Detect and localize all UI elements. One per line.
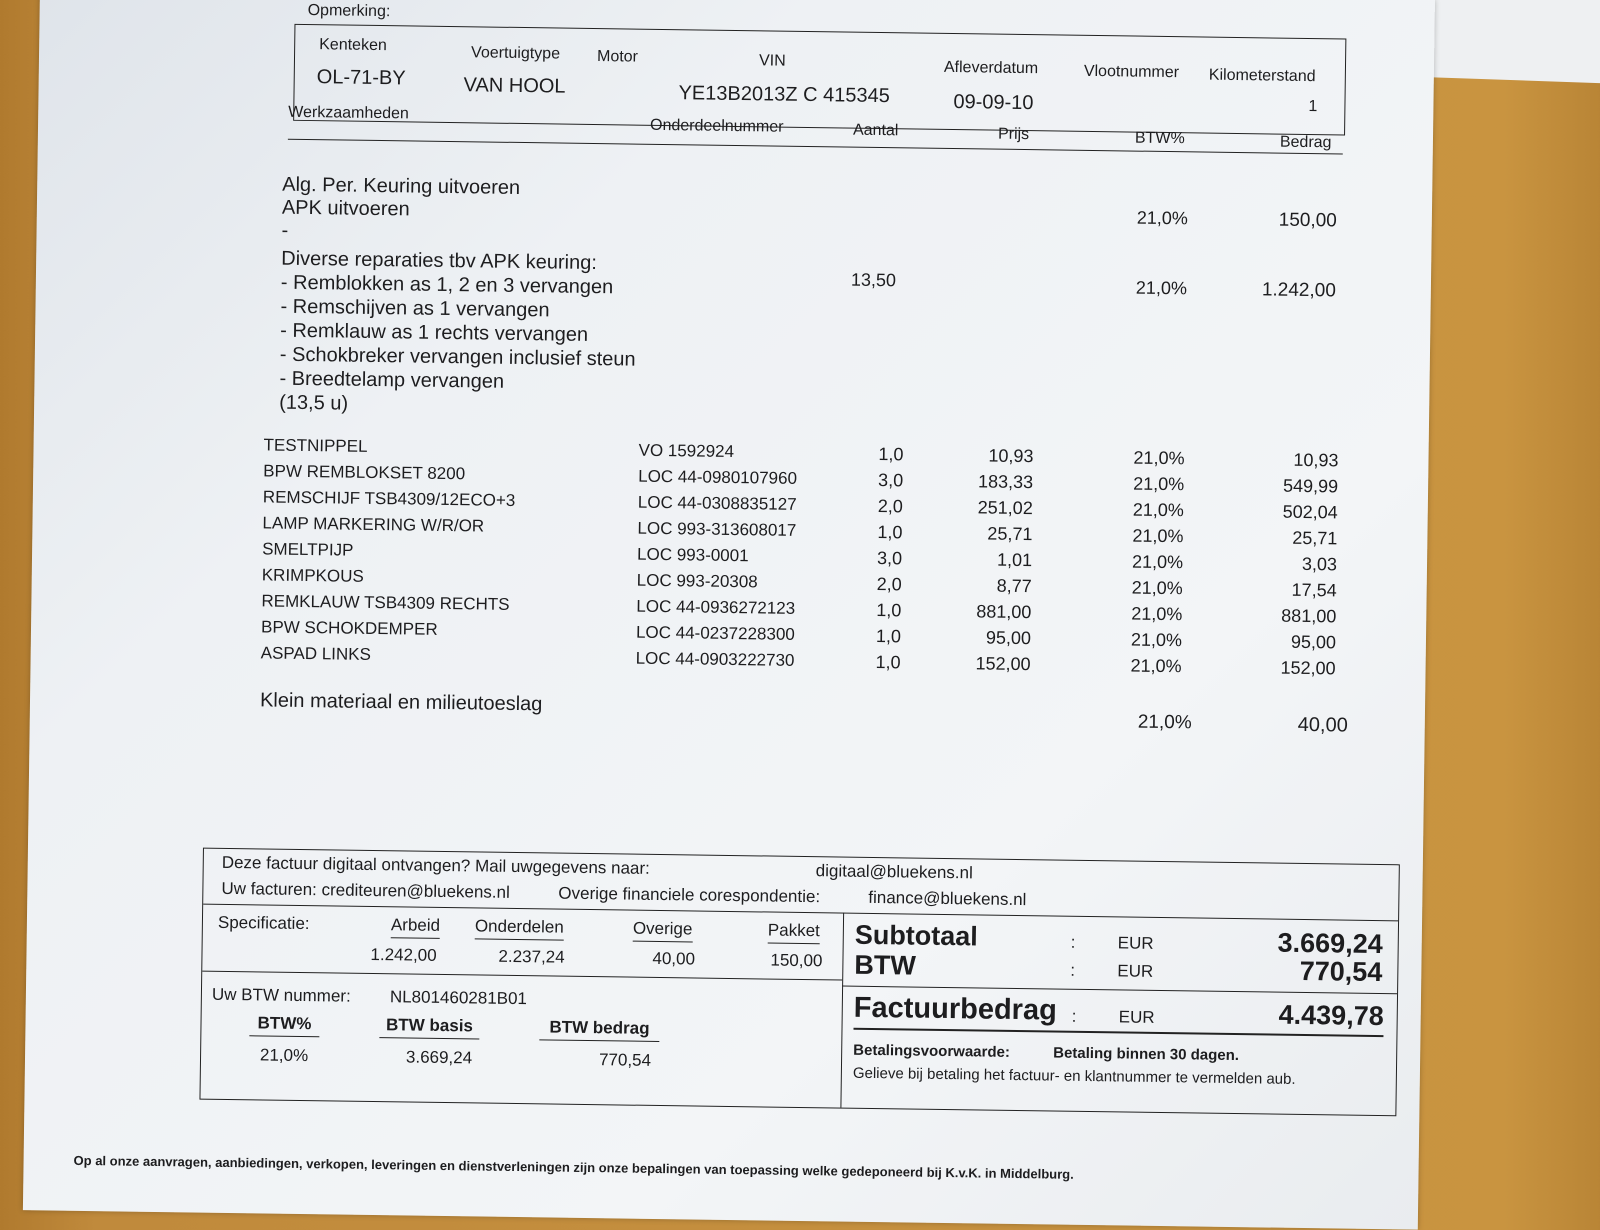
factuurbedrag-colon: : [1071,1006,1077,1026]
part-bedrag: 95,00 [1290,631,1337,653]
part-nr: LOC 993-20308 [636,570,758,592]
part-bedrag: 549,99 [1282,475,1339,497]
repairs-aantal: 13,50 [850,269,897,291]
footer-box [199,848,1399,1117]
part-desc: SMELTPIJP [262,539,354,560]
part-btw: 21,0% [1131,551,1184,573]
col-werkzaamheden: Werkzaamheden [288,103,410,123]
part-nr: LOC 44-0903222730 [635,648,795,670]
part-desc: ASPAD LINKS [260,643,372,664]
btw-nummer-value: NL801460281B01 [389,987,528,1009]
repairs-line: - Schokbreker vervangen inclusief steun [279,343,636,371]
factuurbedrag-currency: EUR [1118,1007,1155,1027]
part-btw: 21,0% [1131,603,1183,625]
invoice-page [23,0,1435,1230]
part-aantal: 1,0 [877,522,903,543]
part-desc: KRIMPKOUS [261,565,364,586]
part-btw: 21,0% [1132,499,1184,521]
btw-table-value: 770,54 [598,1050,652,1070]
col-btw: BTW% [1134,129,1185,148]
btw-table-value: 3.669,24 [405,1047,473,1068]
part-nr: VO 1592924 [638,440,735,461]
btw-label: BTW [854,949,917,981]
repairs-bedrag: 1.242,00 [1261,279,1337,302]
subtotaal-currency: EUR [1117,933,1154,953]
part-bedrag: 881,00 [1281,605,1337,627]
kilometerstand-value: 1 [1308,97,1318,116]
col-onderdeelnummer: Onderdeelnummer [649,116,784,136]
subtotaal-label: Subtotaal [854,919,979,952]
part-bedrag: 3,03 [1301,553,1338,575]
part-btw: 21,0% [1132,525,1184,547]
btw-colon: : [1070,960,1076,980]
finance-email[interactable]: finance@bluekens.nl [868,887,1027,910]
part-aantal: 1,0 [876,599,902,621]
part-bedrag: 152,00 [1280,657,1336,679]
spec-arbeid-label: Arbeid [391,915,440,939]
part-desc: LAMP MARKERING W/R/OR [262,513,485,536]
btw-value: 770,54 [1299,955,1383,988]
col-prijs: Prijs [997,125,1030,144]
part-prijs: 183,33 [977,471,1034,493]
spec-overige-value: 40,00 [652,948,696,969]
kenteken-value: OL-71-BY [316,66,406,90]
btw-table-header: BTW basis [379,1015,479,1039]
part-prijs: 1,01 [996,549,1033,571]
part-desc: BPW REMBLOKSET 8200 [263,461,466,484]
part-nr: LOC 44-0237228300 [635,622,795,644]
repairs-line: (13,5 u) [279,391,349,415]
spec-pakket-value: 150,00 [770,950,823,971]
overige-text: Overige financiele corespondentie: [558,883,821,907]
part-prijs: 251,02 [977,497,1033,519]
apk-line: APK uitvoeren [281,196,410,221]
factuurbedrag-label: Factuurbedrag [853,991,1058,1027]
apk-line: - [281,219,289,242]
part-aantal: 2,0 [876,574,902,595]
betaling-text: Betaling binnen 30 dagen. [1053,1044,1240,1065]
part-prijs: 152,00 [975,653,1031,675]
gelieve-text: Gelieve bij betaling het factuur- en klantnummer te vermelden aub. [852,1064,1296,1088]
afleverdatum-value: 09-09-10 [953,91,1034,115]
repairs-btw: 21,0% [1135,277,1188,299]
apk-bedrag: 150,00 [1278,209,1337,232]
btw-nummer-label: Uw BTW nummer: [211,984,351,1006]
part-desc: BPW SCHOKDEMPER [260,617,438,639]
part-prijs: 95,00 [985,627,1032,649]
vehicle-header-box [293,24,1346,136]
afleverdatum-label: Afleverdatum [943,58,1039,78]
part-nr: LOC 44-0980107960 [638,466,798,488]
vin-value: YE13B2013Z C 415345 [678,82,890,108]
voertuigtype-label: Voertuigtype [470,44,561,63]
part-aantal: 3,0 [878,470,904,491]
part-bedrag: 10,93 [1293,449,1339,471]
btw-table-header: BTW bedrag [539,1017,659,1042]
subtotaal-value: 3.669,24 [1277,927,1383,960]
opmerking-label: Opmerking: [307,2,391,21]
part-aantal: 1,0 [875,625,902,647]
part-prijs: 8,77 [996,575,1032,597]
repairs-line: - Remschijven as 1 vervangen [280,295,550,322]
vlootnummer-label: Vlootnummer [1083,62,1180,82]
part-aantal: 2,0 [877,496,903,517]
col-aantal: Aantal [852,121,899,140]
spec-onderdelen-value: 2.237,24 [498,946,565,967]
kilometerstand-label: Kilometerstand [1208,66,1316,86]
part-nr: LOC 44-0308835127 [637,492,797,514]
part-aantal: 1,0 [875,651,901,673]
part-prijs: 10,93 [988,445,1034,467]
digitaal-text: Deze factuur digitaal ontvangen? Mail uwgegevens naar: [221,852,650,878]
digitaal-email[interactable]: digitaal@bluekens.nl [815,861,973,883]
btw-table-header: BTW% [249,1013,319,1037]
spec-overige-label: Overige [633,919,693,943]
spec-pakket-label: Pakket [768,921,820,945]
part-bedrag: 502,04 [1282,501,1338,523]
col-bedrag: Bedrag [1279,133,1332,152]
part-desc: REMKLAUW TSB4309 RECHTS [261,591,510,614]
repairs-description [279,247,637,420]
btw-currency: EUR [1117,961,1154,981]
repairs-line: - Remklauw as 1 rechts vervangen [280,319,589,346]
repairs-line: - Breedtelamp vervangen [279,367,505,393]
part-nr: LOC 993-0001 [636,544,749,566]
part-nr: LOC 993-313608017 [637,518,797,540]
part-prijs: 881,00 [976,601,1032,623]
part-desc: TESTNIPPEL [263,435,368,456]
betaling-label: Betalingsvoorwaarde: [853,1041,1011,1061]
part-btw: 21,0% [1130,655,1182,677]
facturen-text: Uw facturen: crediteuren@bluekens.nl [221,878,510,902]
apk-description [281,174,520,246]
apk-line: Alg. Per. Keuring uitvoeren [282,173,521,199]
factuurbedrag-value: 4.439,78 [1278,999,1384,1032]
part-bedrag: 17,54 [1291,579,1337,601]
part-aantal: 3,0 [876,548,903,569]
klein-desc: Klein materiaal en milieutoeslag [259,689,543,716]
voertuigtype-value: VAN HOOL [463,74,566,98]
subtotaal-colon: : [1070,932,1076,952]
spec-arbeid-value: 1.242,00 [370,944,437,965]
part-btw: 21,0% [1131,577,1183,599]
vin-label: VIN [758,52,786,70]
specificatie-label: Specificatie: [217,912,310,934]
repairs-line: - Remblokken as 1, 2 en 3 vervangen [280,271,614,299]
bottom-note: Op al onze aanvragen, aanbiedingen, verkopen, leveringen en dienstverleningen zijn onze bepalingen van toepassing welke gedeponeerd bij K.v.K. in Middelburg. [73,1152,1074,1182]
part-bedrag: 25,71 [1292,527,1338,549]
part-btw: 21,0% [1133,473,1185,495]
part-nr: LOC 44-0936272123 [636,596,796,618]
part-btw: 21,0% [1130,629,1183,651]
part-desc: REMSCHIJF TSB4309/12ECO+3 [262,487,516,510]
part-aantal: 1,0 [878,444,904,465]
motor-label: Motor [596,48,639,66]
klein-btw: 21,0% [1137,711,1192,734]
kenteken-label: Kenteken [319,36,387,55]
btw-table-value: 21,0% [259,1045,309,1066]
klein-bedrag: 40,00 [1297,713,1348,737]
part-prijs: 25,71 [987,523,1033,545]
part-btw: 21,0% [1133,447,1185,469]
apk-btw: 21,0% [1136,207,1189,229]
repairs-line: Diverse reparaties tbv APK keuring: [281,247,598,275]
spec-onderdelen-label: Onderdelen [475,916,564,940]
